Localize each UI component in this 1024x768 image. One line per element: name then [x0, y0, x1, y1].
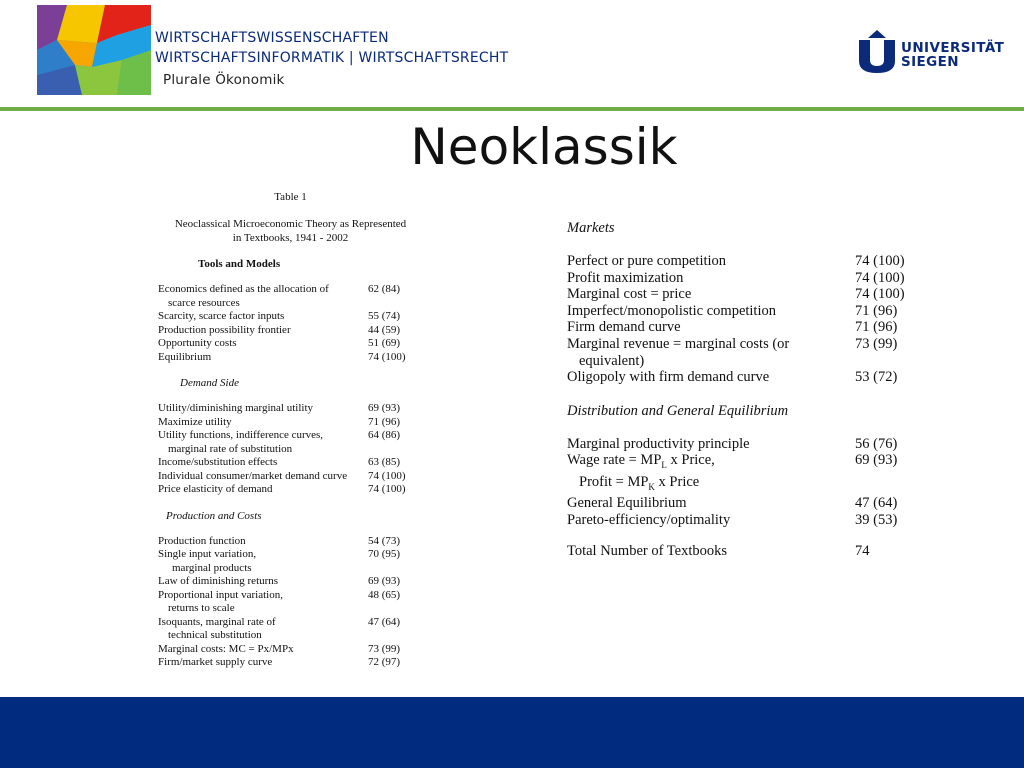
section-heading-production: Production and Costs — [166, 509, 262, 522]
row-label: Price elasticity of demand — [158, 483, 273, 495]
university-wordmark — [901, 41, 1004, 69]
faculty-mosaic-logo — [37, 5, 151, 95]
row-label: Pareto-efficiency/optimality — [567, 511, 731, 528]
row-count: 48 (65) — [368, 588, 401, 601]
section-heading-distribution: Distribution and General Equilibrium — [567, 402, 789, 419]
row-label: Firm/market supply curve — [158, 656, 273, 668]
row-count: 74 (100) — [855, 269, 905, 286]
table-row — [158, 351, 423, 365]
wage-rate-label: Wage rate = $MP_L$ x Price, — [567, 452, 715, 471]
table-caption-line-2: in Textbooks, 1941 - 2002 — [232, 232, 349, 244]
row-count: 69 (93) — [855, 452, 898, 469]
university-logo — [857, 30, 1007, 74]
row-label-cont: marginal products — [172, 561, 252, 574]
table-row — [567, 270, 927, 287]
row-label: Firm demand curve — [567, 319, 681, 336]
table-row — [158, 548, 423, 575]
header-divider — [0, 107, 1024, 111]
row-label: Marginal productivity principle — [567, 435, 750, 452]
row-label: Law of diminishing returns — [158, 575, 279, 587]
footer-bar — [0, 697, 1024, 768]
row-label: Economics defined as the allocation of — [158, 283, 329, 295]
row-count: 47 (64) — [368, 615, 401, 628]
table-row — [158, 535, 423, 549]
row-label: Scarcity, scarce factor inputs — [158, 310, 285, 322]
row-label: Equilibrium — [158, 350, 212, 363]
row-label: Maximize utility — [158, 415, 232, 428]
row-count: 47 (64) — [855, 495, 898, 512]
row-label: Income/substitution effects — [158, 456, 278, 468]
table-row — [158, 616, 423, 643]
row-label: Utility functions, indifference curves, — [158, 429, 324, 441]
table-row — [158, 337, 423, 351]
row-label: Single input variation, — [158, 548, 257, 560]
table-row — [158, 589, 423, 616]
table-row — [158, 575, 423, 589]
table-row — [158, 283, 423, 310]
row-count: 72 (97) — [368, 656, 401, 668]
row-count: 74 — [855, 542, 870, 559]
table-row — [567, 336, 927, 369]
table-row — [158, 429, 423, 456]
row-label: Oligopoly with firm demand curve — [567, 369, 770, 386]
table-row — [158, 643, 423, 657]
row-count: 63 (85) — [368, 456, 401, 468]
row-count: 74 (100) — [368, 469, 406, 482]
faculty-line-2: WIRTSCHAFTSINFORMATIK | WIRTSCHAFTSRECHT — [155, 50, 509, 66]
table-row — [567, 436, 927, 453]
program-subtitle: Plurale Ökonomik — [163, 72, 285, 88]
profit-label: Profit = $MP_K$ x Price — [579, 473, 700, 492]
table-left-column — [158, 190, 423, 670]
university-line-2: SIEGEN — [901, 54, 959, 70]
table-row — [158, 656, 423, 670]
university-line-1: UNIVERSITÄT — [901, 40, 1005, 56]
table-row — [158, 416, 423, 430]
faculty-names — [155, 28, 508, 90]
table-row — [158, 483, 423, 497]
row-label: Proportional input variation, — [158, 588, 283, 601]
table-row — [158, 470, 423, 484]
row-label: Isoquants, marginal rate of — [158, 615, 276, 628]
row-label: Total Number of Textbooks — [567, 542, 727, 559]
row-count: 73 (99) — [368, 642, 401, 655]
table-row — [567, 495, 927, 512]
faculty-line-1: WIRTSCHAFTSWISSENSCHAFTEN — [155, 30, 389, 46]
section-heading-markets: Markets — [567, 220, 615, 236]
row-count: 69 (93) — [368, 402, 401, 414]
table-right-column — [567, 215, 927, 559]
row-count: 74 (100) — [855, 286, 905, 303]
table-row — [158, 456, 423, 470]
row-label-cont: marginal rate of substitution — [168, 442, 293, 455]
table-row-total — [567, 543, 927, 560]
row-label: Individual consumer/market demand curve — [158, 469, 348, 482]
row-label-cont: technical substitution — [168, 629, 262, 641]
table-row — [567, 452, 927, 495]
slide-title: Neoklassik — [410, 118, 678, 176]
table-row — [567, 319, 927, 336]
table-row — [158, 402, 423, 416]
table-row — [567, 286, 927, 303]
row-label: Production function — [158, 534, 246, 547]
table-caption-line-1: Neoclassical Microeconomic Theory as Represented — [174, 218, 407, 230]
row-label: Marginal costs: MC = Px/MPx — [158, 642, 294, 655]
row-count: 54 (73) — [368, 534, 401, 547]
row-count: 55 (74) — [368, 310, 401, 322]
row-label: Marginal cost = price — [567, 286, 692, 303]
row-label-cont: scarce resources — [168, 296, 240, 309]
table-row — [158, 324, 423, 338]
university-u-icon — [857, 30, 897, 74]
row-count: 71 (96) — [855, 319, 898, 336]
row-label: General Equilibrium — [567, 495, 687, 512]
row-count: 56 (76) — [855, 435, 898, 452]
table-row — [567, 512, 927, 529]
row-count: 69 (93) — [368, 575, 401, 587]
table-row — [567, 303, 927, 320]
row-count: 39 (53) — [855, 511, 898, 528]
section-heading-tools: Tools and Models — [198, 258, 281, 270]
row-count: 71 (96) — [855, 302, 898, 319]
row-count: 74 (100) — [368, 350, 406, 363]
row-count: 70 (95) — [368, 548, 401, 560]
row-label-cont: equivalent) — [579, 352, 645, 369]
row-count: 44 (59) — [368, 323, 401, 336]
table-row — [158, 310, 423, 324]
row-label: Production possibility frontier — [158, 323, 291, 336]
row-label: Perfect or pure competition — [567, 253, 727, 269]
row-count: 53 (72) — [855, 369, 898, 386]
row-label: Marginal revenue = marginal costs (or — [567, 335, 790, 352]
row-count: 73 (99) — [855, 335, 898, 352]
row-label: Imperfect/monopolistic competition — [567, 302, 776, 319]
table-row — [567, 369, 927, 386]
row-label: Profit maximization — [567, 269, 684, 286]
table-label: Table 1 — [274, 191, 307, 203]
row-label: Opportunity costs — [158, 337, 237, 349]
row-label: Utility/diminishing marginal utility — [158, 402, 314, 414]
row-count: 64 (86) — [368, 429, 401, 441]
row-count: 51 (69) — [368, 337, 401, 349]
section-heading-demand: Demand Side — [180, 377, 239, 389]
row-count: 62 (84) — [368, 283, 401, 295]
table-row — [567, 253, 927, 270]
row-count: 74 (100) — [368, 483, 406, 495]
row-count: 71 (96) — [368, 415, 401, 428]
row-label-cont: returns to scale — [168, 602, 235, 614]
row-count: 74 (100) — [855, 253, 905, 269]
